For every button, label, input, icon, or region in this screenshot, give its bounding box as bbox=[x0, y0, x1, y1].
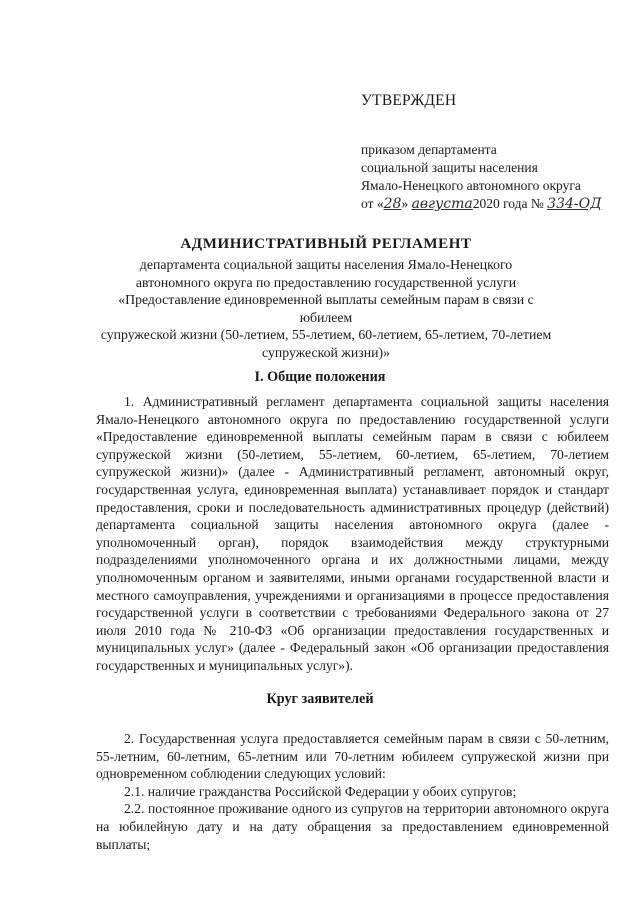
document-subtitle-5: супружеской жизни)» bbox=[262, 344, 390, 360]
handwritten-order-number: 334-ОД bbox=[547, 196, 602, 212]
document-subtitle-4: супружеской жизни (50-летием, 55-летием, 60-летием, 65-летием, 70-летием bbox=[100, 327, 552, 343]
document-subtitle-1: департамента социальной защиты населения Ямало-Ненецкого bbox=[139, 257, 513, 272]
handwritten-day: 28 bbox=[383, 196, 402, 212]
order-line-2: социальной защиты населения bbox=[361, 160, 538, 175]
order-line-4 bbox=[361, 195, 631, 213]
section-general-body bbox=[96, 393, 609, 675]
paragraph-1: 1. Административный регламент департамента социальной защиты населения Ямало-Ненецкого автономного округа по предоставлению государственной услуги «Предоставление единовременной выплаты семейным парам в связи с юбилеем супружеской жизни (50-летием, 55-летием, 60-летием, 65-летием, 70-летием супружеской жизни)» (далее - Административный регламент, автономный округ, государственная услуга, единовременная выплата) устанавливает порядок и стандарт предоставления, сроки и последовательность административных процедур (действий) департамента социальной защиты населения автономного округа (далее - уполномоченный орган), порядок взаимодействия между структурными подразделениями уполномоченного органа и их должностными лицами, между уполномоченным органом и заявителями, иными органами государственной власти и местного самоуправления, учреждениями и организациями в процессе предоставления государственной услуги в соответствии с требованиями Федерального закона от 27 июля 2010 года № 210-ФЗ «Об организации предоставления государственных и муниципальных услуг» (далее - Федеральный закон «Об организации предоставления государственных и муниципальных услуг»). bbox=[96, 394, 609, 673]
order-reference bbox=[361, 141, 631, 213]
document-title: АДМИНИСТРАТИВНЫЙ РЕГЛАМЕНТ bbox=[180, 236, 472, 252]
document-subtitle-2: автономного округа по предоставлению государственной услуги bbox=[135, 274, 517, 290]
approval-stamp: УТВЕРЖДЕН bbox=[361, 92, 457, 109]
section-heading-applicants: Круг заявителей bbox=[266, 691, 374, 707]
order-date-prefix: от « bbox=[361, 196, 384, 211]
paragraph-2-1: 2.1. наличие гражданства Российской Федерации у обоих супругов; bbox=[124, 783, 517, 799]
document-title-block bbox=[96, 236, 556, 362]
order-date-mid: » bbox=[401, 196, 412, 211]
order-line-1: приказом департамента bbox=[361, 142, 497, 157]
handwritten-month: августа bbox=[411, 196, 473, 212]
order-line-3: Ямало-Ненецкого автономного округа bbox=[361, 178, 581, 193]
paragraph-2-2: 2.2. постоянное проживание одного из супругов на территории автономного округа на юбилейную дату и на дату обращения за предоставлением единовременной выплаты; bbox=[96, 801, 609, 852]
order-year: 2020 года № bbox=[472, 196, 544, 211]
paragraph-2: 2. Государственная услуга предоставляется семейным парам в связи с 50-летним, 55-летним, 60-летним, 65-летним или 70-летним юбилеем супружеской жизни при одновременном соблюдении следующих условий: bbox=[96, 731, 609, 782]
document-subtitle-3: «Предоставление единовременной выплаты семейным парам в связи с юбилеем bbox=[118, 292, 534, 325]
section-applicants-body bbox=[96, 730, 609, 853]
section-heading-general: I. Общие положения bbox=[254, 369, 386, 385]
